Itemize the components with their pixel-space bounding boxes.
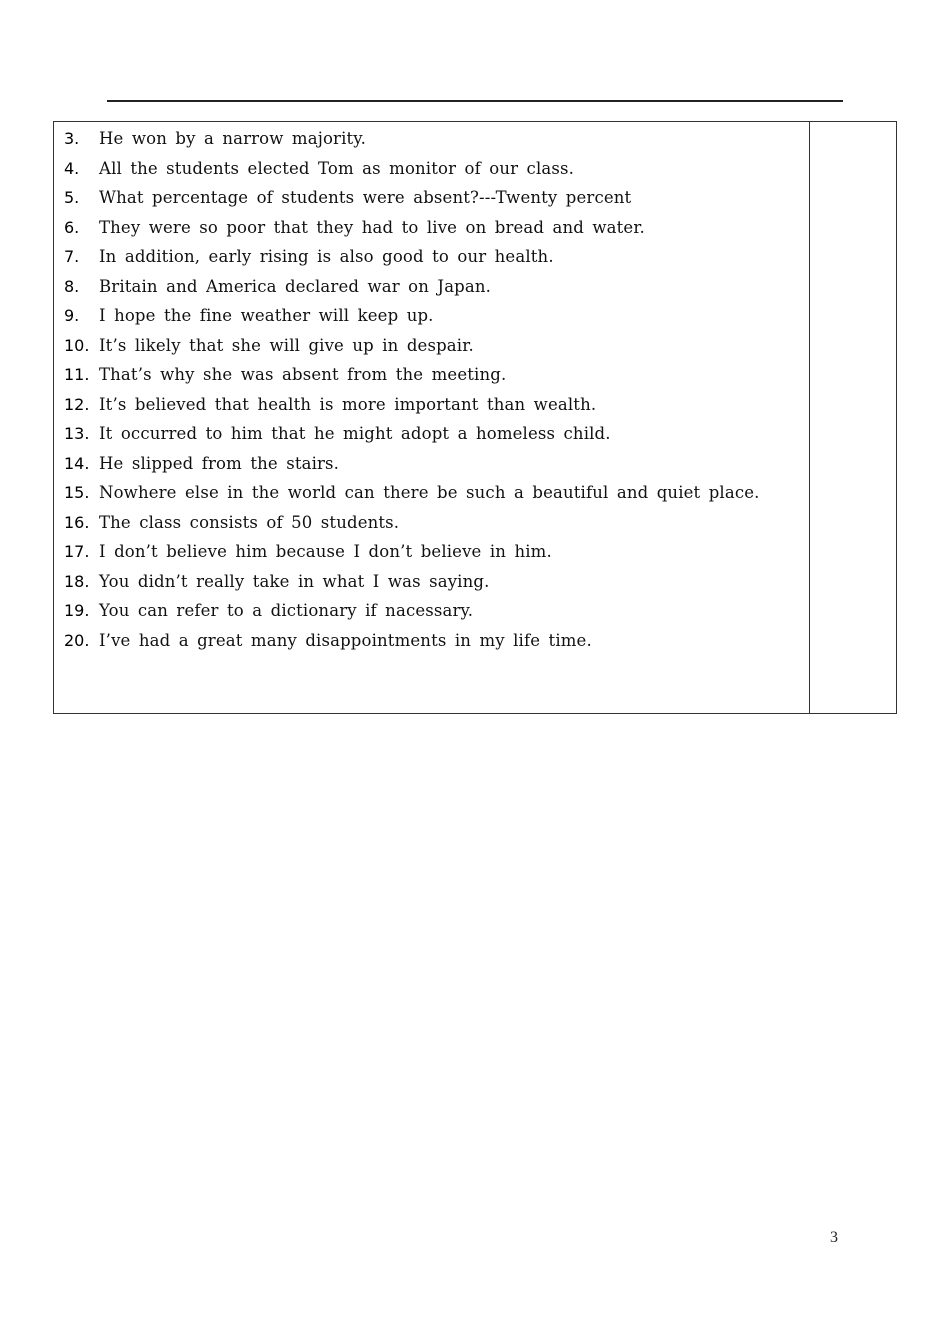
sentence-list bbox=[64, 124, 802, 655]
item-text: You can refer to a dictionary if nacessary. bbox=[99, 601, 474, 620]
item-text: He slipped from the stairs. bbox=[99, 453, 340, 473]
item-text: It’s likely that she will give up in despair. bbox=[99, 335, 474, 355]
item-number: 12. bbox=[64, 394, 90, 414]
item-text: What percentage of students were absent?---Twenty percent bbox=[99, 188, 632, 207]
item-text: The class consists of 50 students. bbox=[99, 512, 400, 532]
item-text: They were so poor that they had to live on bread and water. bbox=[99, 217, 645, 237]
header-rule bbox=[107, 100, 843, 102]
list-item bbox=[64, 390, 802, 420]
list-item bbox=[64, 124, 802, 154]
list-item bbox=[64, 626, 802, 656]
list-item bbox=[64, 183, 802, 213]
item-text: That’s why she was absent from the meeting. bbox=[99, 365, 507, 384]
list-item bbox=[64, 537, 802, 567]
item-number: 8. bbox=[64, 276, 80, 296]
item-number: 9. bbox=[64, 306, 80, 325]
item-text: It’s believed that health is more important than wealth. bbox=[99, 394, 597, 414]
item-text: He won by a narrow majority. bbox=[99, 129, 366, 148]
item-text: Nowhere else in the world can there be such a beautiful and quiet place. bbox=[99, 483, 760, 502]
list-item bbox=[64, 213, 802, 243]
item-text: It occurred to him that he might adopt a homeless child. bbox=[99, 424, 611, 443]
list-item bbox=[64, 478, 802, 508]
item-number: 11. bbox=[64, 365, 90, 384]
item-number: 18. bbox=[64, 571, 90, 591]
item-number: 6. bbox=[64, 217, 80, 237]
item-number: 10. bbox=[64, 335, 90, 355]
list-item bbox=[64, 508, 802, 538]
item-text: I’ve had a great many disappointments in my life time. bbox=[99, 630, 592, 650]
item-text: You didn’t really take in what I was saying. bbox=[99, 571, 490, 591]
list-item bbox=[64, 272, 802, 302]
list-item bbox=[64, 596, 802, 626]
item-text: I don’t believe him because I don’t believe in him. bbox=[99, 542, 552, 561]
sentences-cell bbox=[54, 122, 810, 713]
item-number: 4. bbox=[64, 158, 80, 178]
item-number: 7. bbox=[64, 247, 80, 266]
list-item bbox=[64, 154, 802, 184]
list-item bbox=[64, 301, 802, 331]
list-item bbox=[64, 419, 802, 449]
item-text: In addition, early rising is also good to our health. bbox=[99, 247, 554, 266]
item-number: 20. bbox=[64, 630, 90, 650]
item-number: 16. bbox=[64, 512, 90, 532]
page-number: 3 bbox=[830, 1229, 838, 1246]
item-number: 5. bbox=[64, 188, 80, 207]
item-number: 17. bbox=[64, 542, 90, 561]
list-item bbox=[64, 449, 802, 479]
item-number: 19. bbox=[64, 601, 90, 620]
item-text: I hope the fine weather will keep up. bbox=[99, 306, 434, 325]
item-number: 15. bbox=[64, 483, 90, 502]
item-number: 14. bbox=[64, 453, 90, 473]
item-number: 3. bbox=[64, 129, 80, 148]
notes-cell bbox=[810, 122, 896, 713]
list-item bbox=[64, 242, 802, 272]
list-item bbox=[64, 567, 802, 597]
list-item bbox=[64, 360, 802, 390]
list-item bbox=[64, 331, 802, 361]
item-number: 13. bbox=[64, 424, 90, 443]
item-text: Britain and America declared war on Japan. bbox=[99, 276, 492, 296]
item-text: All the students elected Tom as monitor of our class. bbox=[99, 158, 574, 178]
sentence-table bbox=[53, 121, 897, 714]
